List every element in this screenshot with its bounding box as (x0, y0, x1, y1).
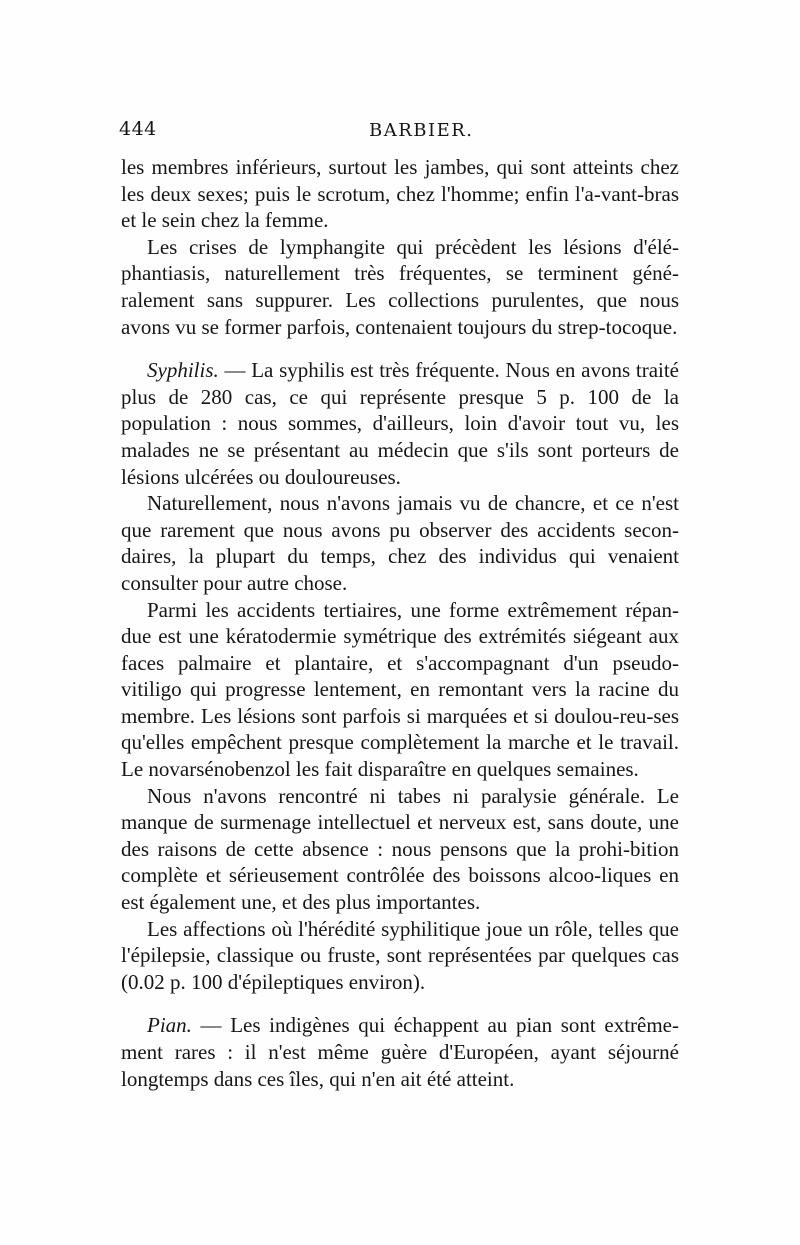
paragraph-pian (121, 1012, 679, 1092)
paragraph-text: Nous n'avons rencontré ni tabes ni paralysie générale. Le manque de surmenage intellectuel et nerveux est, sans doute, une des raisons de cette absence : nous pensons que la prohi-bition complète et sérieusement contrôlée des boissons alcoo-liques en est également une, et des plus importantes. (121, 783, 679, 915)
page-number: 444 (119, 118, 157, 140)
paragraph-text: Naturellement, nous n'avons jamais vu de chancre, et ce n'est que rarement que nous avons pu observer des accidents secon-daires, la plupart du temps, chez des individus qui venaient consulter pour autre chose. (121, 491, 679, 595)
paragraph-lymphangite (121, 234, 679, 340)
paragraph-text: Les crises de lymphangite qui précèdent les lésions d'élé-phantiasis, naturellement très fréquentes, se terminent géné-ralement sans suppurer. Les collections purulentes, que nous avons vu se former parfois, contenaient toujours du strep-tocoque. (121, 234, 679, 339)
section-lead: Pian. (147, 1013, 192, 1038)
section-lead: Syphilis. (147, 358, 219, 383)
paragraph-tabes (121, 783, 679, 916)
page-header (119, 118, 679, 146)
paragraph-tertiaires (121, 597, 679, 783)
paragraph-text: Parmi les accidents tertiaires, une forme extrêmement répan-due est une kératodermie symétrique des extrémités siégeant aux faces palmaire et plantaire, et s'accompagnant d'un pseudo-vitiligo qui progresse lentement, en remontant vers la racine du membre. Les lésions sont parfois si marquées et si doulou-reu-ses qu'elles empêchent presque complètement la marche et le travail. Le novarsénobenzol les fait disparaître en quelques semaines. (121, 597, 679, 782)
running-head: BARBIER. (369, 120, 474, 141)
paragraph-text: Les affections où l'hérédité syphilitique joue un rôle, telles que l'épilepsie, classique ou fruste, sont représentées par quelques cas (0.02 p. 100 d'épileptiques environ). (121, 916, 679, 994)
paragraph-heredite (121, 916, 679, 996)
paragraph-chancre (121, 490, 679, 596)
body-text (121, 154, 679, 1092)
paragraph-text: — La syphilis est très fréquente. Nous en avons traité plus de 280 cas, ce qui représente presque 5 p. 100 de la population : nous sommes, d'ailleurs, loin d'avoir tout vu, les malades ne se présentant au médecin que s'ils sont porteurs de lésions ulcérées ou douloureuses. (121, 358, 679, 489)
paragraph-text: — Les indigènes qui échappent au pian sont extrême-ment rares : il n'est même guère d'Européen, ayant séjourné longtemps dans ces îles, qui n'en ait été atteint. (121, 1013, 679, 1091)
paragraph-text: les membres inférieurs, surtout les jambes, qui sont atteints chez les deux sexes; puis le scrotum, chez l'homme; enfin l'a-vant-bras et le sein chez la femme. (121, 155, 679, 233)
paragraph-syphilis (121, 357, 679, 490)
paragraph-continuation (121, 154, 679, 234)
